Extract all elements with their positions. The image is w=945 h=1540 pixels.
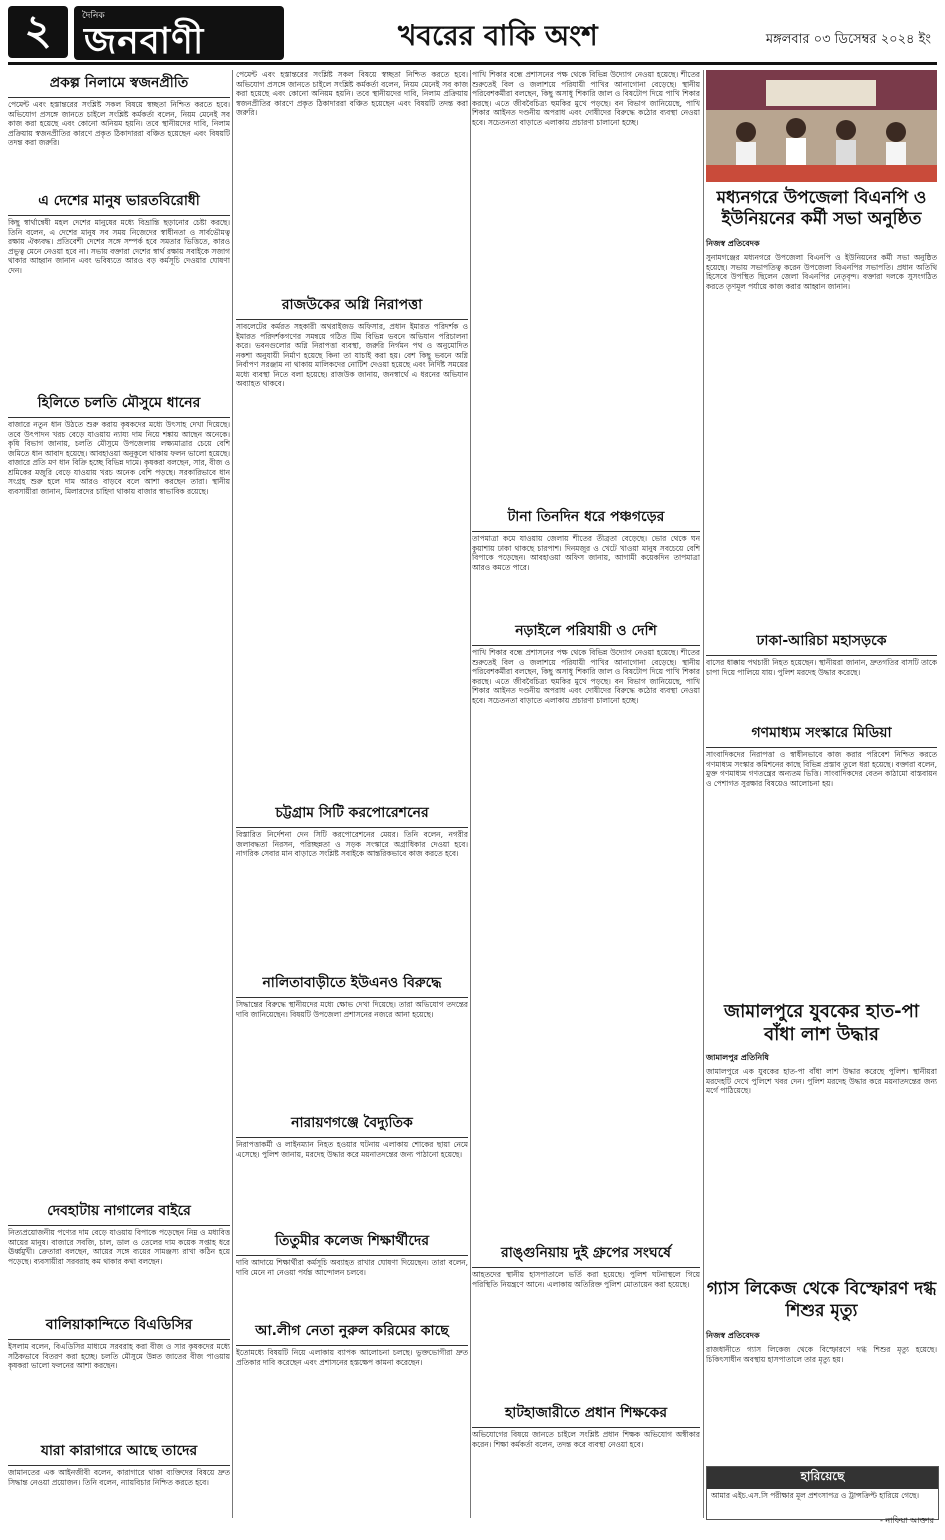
story-body: সাবলেটের কর্মরত সহকারী অথরাইজড অফিসার, প্রধান ইমারত পরিদর্শক ও ইমারত পরিদর্শকগণের সমন্বয়ে গঠিত টিম বিভিন্ন ভবনে অভিযান পরিচালনা করে। ভবনগুলোর অগ্নি নিরাপত্তা ব্যবস্থা, জরুরি নির্গমন পথ ও অনুমোদিত নকশা অনুযায়ী নির্মাণ হয়েছে কিনা তা যাচাই করা হয়। বেশ কিছু ভবনে অগ্নি নির্বাপণ সরঞ্জাম না থাকায় মালিকদের নোটিশ দেওয়া হয়েছে এবং নির্দিষ্ট সময়ের মধ্যে ব্যবস্থা নিতে বলা হয়েছে। রাজউক জানায়, জনস্বার্থে এ ধরনের অভিযান অব্যাহত থাকবে।	[236, 322, 468, 388]
feature-body: সুনামগঞ্জের মধ্যনগরে উপজেলা বিএনপি ও ইউনিয়নের কর্মী সভা অনুষ্ঠিত হয়েছে। সভায় সভাপতিত্ব করেন উপজেলা বিএনপির সভাপতি। প্রধান অতিথি হিসেবে উপস্থিত ছিলেন জেলা বিএনপির নেতৃবৃন্দ। বক্তারা দলকে সুসংগঠিত করতে তৃণমূল পর্যায়ে কাজ করার আহ্বান জানান।	[706, 253, 937, 291]
page-number: ২	[8, 6, 68, 58]
story	[236, 70, 468, 285]
section-title: খবরের বাকি অংশ	[398, 19, 598, 52]
story-headline: হাটহাজারীতে প্রধান শিক্ষকের	[472, 1400, 700, 1428]
story	[8, 1198, 230, 1318]
story-headline: নালিতাবাড়ীতে ইউএনও বিরুদ্ধে	[236, 970, 468, 998]
story-headline: হিলিতে চলতি মৌসুমে ধানের	[8, 390, 230, 418]
lost-notice	[706, 1466, 939, 1525]
story-headline: তিতুমীর কলেজ শিক্ষার্থীদের	[236, 1228, 468, 1256]
notice-title: হারিয়েছে	[707, 1467, 938, 1489]
story	[706, 720, 937, 1020]
feature-byline: নিজস্ব প্রতিবেদক	[706, 239, 760, 248]
story	[472, 618, 700, 1260]
story-body: দাবি আদায়ে শিক্ষার্থীরা কর্মসূচি অব্যাহত রাখার ঘোষণা দিয়েছেন। তারা বলেন, দাবি মেনে না নেওয়া পর্যন্ত আন্দোলন চলবে।	[236, 1258, 468, 1277]
news-photo	[706, 70, 937, 182]
story	[236, 292, 468, 802]
story-headline: এ দেশের মানুষ ভারতবিরোধী	[8, 188, 230, 216]
story-headline: ঢাকা-আরিচা মহাসড়কে	[706, 628, 937, 656]
gas-headline: গ্যাস লিকেজ থেকে বিস্ফোরণ দগ্ধ শিশুর মৃত্যু	[706, 1279, 937, 1321]
story	[8, 390, 230, 1270]
notice-signature: - নাফিয়া আক্তার	[879, 1516, 934, 1525]
story	[472, 70, 700, 495]
story	[236, 1318, 468, 1528]
story-body: সিদ্ধান্তের বিরুদ্ধে স্থানীয়দের মধ্যে ক্ষোভ দেখা দিয়েছে। তারা অভিযোগ তদন্তের দাবি জানিয়েছেন। বিষয়টি উপজেলা প্রশাসনের নজরে আনা হয়েছে।	[236, 1000, 468, 1019]
gas-body: রাজধানীতে গ্যাস লিকেজ থেকে বিস্ফোরণে দগ্ধ শিশুর মৃত্যু হয়েছে। চিকিৎসাধীন অবস্থায় হাসপাতালে তার মৃত্যু হয়।	[706, 1345, 937, 1364]
story	[8, 1438, 230, 1538]
story-headline: নড়াইলে পরিযায়ী ও দেশি	[472, 618, 700, 646]
story-body: ইসলাম বলেন, বিএডিসির মাধ্যমে সরবরাহ করা বীজ ও সার কৃষকদের মধ্যে সঠিকভাবে বিতরণ করা হচ্ছে। চলতি মৌসুমে উন্নত জাতের বীজ পাওয়ায় কৃষকরা ভালো ফলনের আশা করছেন।	[8, 1342, 230, 1370]
logo-name: জনবাণী	[84, 21, 205, 62]
issue-date: মঙ্গলবার ০৩ ডিসেম্বর ২০২৪ ইং	[765, 32, 931, 47]
jamalpur-body: জামালপুরে এক যুবকের হাত-পা বাঁধা লাশ উদ্ধার করেছে পুলিশ। স্থানীয়রা মরদেহটি দেখে পুলিশে খবর দেন। পুলিশ মরদেহ উদ্ধার করে ময়নাতদন্তের জন্য মর্গে পাঠিয়েছে।	[706, 1067, 937, 1095]
story-body: নিত্যপ্রয়োজনীয় পণ্যের দাম বেড়ে যাওয়ায় বিপাকে পড়েছেন নিম্ন ও মধ্যবিত্ত আয়ের মানুষ। বাজারে সবজি, চাল, ডাল ও তেলের দাম কয়েক সপ্তাহ ধরে ঊর্ধ্বমুখী। ক্রেতারা বলছেন, আয়ের সঙ্গে ব্যয়ের সামঞ্জস্য রাখা কঠিন হয়ে পড়েছে। ব্যবসায়ীরা সরবরাহ কম থাকার কথা বলছেন।	[8, 1228, 230, 1266]
story	[8, 70, 230, 195]
story-body: বাজারে নতুন ধান উঠতে শুরু করায় কৃষকদের মধ্যে উৎসাহ দেখা দিয়েছে। তবে উৎপাদন খরচ বেড়ে যাওয়ায় ন্যায্য দাম নিয়ে শঙ্কায় আছেন অনেকে। কৃষি বিভাগ জানায়, চলতি মৌসুমে উপজেলায় লক্ষ্যমাত্রার চেয়ে বেশি জমিতে ধান আবাদ হয়েছে। আবহাওয়া অনুকূলে থাকায় ফলন ভালো হয়েছে। বাজারে প্রতি মণ ধান বিক্রি হচ্ছে বিভিন্ন দামে। কৃষকরা বলছেন, সার, বীজ ও শ্রমিকের মজুরি বেড়ে যাওয়ায় খরচ অনেক বেশি পড়ছে। সরকারিভাবে ধান সংগ্রহ শুরু হলে দাম আরও বাড়বে বলে আশা করছেন তারা। স্থানীয় ব্যবসায়ীরা জানান, মিলারদের চাহিদা থাকায় বাজার স্বাভাবিক রয়েছে।	[8, 420, 230, 496]
story-headline: রাঙ্গুনিয়ায় দুই গ্রুপের সংঘর্ষে	[472, 1240, 700, 1268]
story	[472, 1400, 700, 1540]
notice-body: আমার এইচ.এস.সি পরীক্ষার মূল প্রশংসাপত্র ও ট্রান্সক্রিপ্ট হারিয়ে গেছে।	[711, 1491, 920, 1500]
column-4	[706, 236, 937, 643]
story	[706, 628, 937, 733]
column-divider	[470, 70, 471, 1518]
story-headline: রাজউকের অগ্নি নিরাপত্তা	[236, 292, 468, 320]
story	[8, 188, 230, 398]
story	[472, 504, 700, 614]
masthead	[8, 4, 937, 65]
story-body: তাপমাত্রা কমে যাওয়ায় জেলায় শীতের তীব্রতা বেড়েছে। ভোর থেকে ঘন কুয়াশায় ঢাকা থাকছে চারপাশ। দিনমজুর ও খেটে খাওয়া মানুষ সবচেয়ে বেশি বিপাকে পড়েছেন। আবহাওয়া অফিস জানায়, আগামী কয়েকদিন তাপমাত্রা আরও কমতে পারে।	[472, 534, 700, 572]
story-body: সাংবাদিকদের নিরাপত্তা ও স্বাধীনভাবে কাজ করার পরিবেশ নিশ্চিত করতে গণমাধ্যম সংস্কার কমিশনের কাছে বিভিন্ন প্রস্তাব তুলে ধরা হয়েছে। বক্তারা বলেন, মুক্ত গণমাধ্যম গণতন্ত্রের অন্যতম ভিত্তি। সাংবাদিকদের বেতন কাঠামো বাস্তবায়ন ও পেশাগত সুরক্ষার বিষয়েও আলোচনা হয়।	[706, 750, 937, 788]
column-divider	[703, 70, 704, 1518]
story-headline: আ.লীগ নেতা নুরুল করিমের কাছে	[236, 1318, 468, 1346]
gas-byline: নিজস্ব প্রতিবেদক	[706, 1331, 760, 1340]
story-body: ইতোমধ্যে বিষয়টি নিয়ে এলাকায় ব্যাপক আলোচনা চলছে। ভুক্তভোগীরা দ্রুত প্রতিকার দাবি করেছেন এবং প্রশাসনের হস্তক্ষেপ কামনা করেছেন।	[236, 1348, 468, 1367]
story	[236, 800, 468, 990]
logo-daily-label: দৈনিক	[82, 11, 105, 21]
story-body: নিরাপত্তাকর্মী ও লাইনম্যান নিহত হওয়ার ঘটনায় এলাকায় শোকের ছায়া নেমে এসেছে। পুলিশ জানায়, মরদেহ উদ্ধার করে ময়নাতদন্তের জন্য পাঠানো হয়েছে।	[236, 1140, 468, 1159]
story-body: কিছু স্বার্থান্বেষী মহল দেশের মানুষের মধ্যে বিভ্রান্তি ছড়ানোর চেষ্টা করছে। তিনি বলেন, এ দেশের মানুষ সব সময় নিজেদের স্বাধীনতা ও সার্বভৌমত্ব রক্ষায় ঐক্যবদ্ধ। প্রতিবেশী দেশের সঙ্গে সম্পর্ক হবে সমতার ভিত্তিতে, কারও প্রভুত্ব মেনে নেওয়া হবে না। সভায় বক্তারা দেশের স্বার্থ রক্ষায় সবাইকে সজাগ থাকার আহ্বান জানান এবং ভবিষ্যতে আরও বড় কর্মসূচি দেওয়ার ঘোষণা দেন।	[8, 218, 230, 275]
jamalpur-story	[706, 1050, 937, 1282]
story-body: পেমেন্ট এবং হস্তান্তরের সংশ্লিষ্ট সকল বিষয়ে স্বচ্ছতা নিশ্চিত করতে হবে। অভিযোগ প্রসঙ্গে জানতে চাইলে সংশ্লিষ্ট কর্মকর্তা বলেন, নিয়ম মেনেই সব কাজ করা হয়েছে এবং কোনো অনিয়ম হয়নি। তবে স্থানীয়দের দাবি, নিলাম প্রক্রিয়ায় স্বজনপ্রীতির কারণে প্রকৃত ঠিকাদাররা বঞ্চিত হয়েছেন এবং বিষয়টি তদন্ত করা জরুরি।	[8, 100, 230, 147]
story-body: আহতদের স্থানীয় হাসপাতালে ভর্তি করা হয়েছে। পুলিশ ঘটনাস্থলে গিয়ে পরিস্থিতি নিয়ন্ত্রণে আনে। এলাকায় অতিরিক্ত পুলিশ মোতায়েন করা হয়েছে।	[472, 1270, 700, 1289]
column-divider	[232, 70, 233, 1518]
story-headline: নারায়ণগঞ্জে বৈদ্যুতিক	[236, 1110, 468, 1138]
story-body: জামানতের এক আইনজীবী বলেন, কারাগারে থাকা ব্যক্তিদের বিষয়ে দ্রুত সিদ্ধান্ত নেওয়া প্রয়োজন। তিনি বলেন, ন্যায়বিচার নিশ্চিত করতে হবে।	[8, 1468, 230, 1487]
event-photo-illustration	[706, 70, 937, 182]
story-headline: টানা তিনদিন ধরে পঞ্চগড়ের	[472, 504, 700, 532]
story-headline: চট্টগ্রাম সিটি করপোরেশনের	[236, 800, 468, 828]
story-body: বিস্তারিত নির্দেশনা দেন সিটি করপোরেশনের মেয়র। তিনি বলেন, নগরীর জলাবদ্ধতা নিরসন, পরিচ্ছন্নতা ও সড়ক সংস্কারে অগ্রাধিকার দেওয়া হবে। নাগরিক সেবার মান বাড়াতে সংশ্লিষ্ট সবাইকে আন্তরিকভাবে কাজ করতে হবে।	[236, 830, 468, 858]
gas-story	[706, 1328, 937, 1463]
story-headline: দেবহাটায় নাগালের বাইরে	[8, 1198, 230, 1226]
story	[472, 1240, 700, 1420]
story	[236, 1110, 468, 1240]
story-headline: বালিয়াকান্দিতে বিএডিসির	[8, 1312, 230, 1340]
jamalpur-byline: জামালপুর প্রতিনিধি	[706, 1053, 769, 1062]
story-body: পাখি শিকার বন্ধে প্রশাসনের পক্ষ থেকে বিভিন্ন উদ্যোগ নেওয়া হয়েছে। শীতের শুরুতেই বিল ও জলাশয়ে পরিযায়ী পাখির আনাগোনা বেড়েছে। স্থানীয় পরিবেশকর্মীরা বলছেন, কিছু অসাধু শিকারি জাল ও বিষটোপ দিয়ে পাখি শিকার করছে। এতে জীববৈচিত্র্য হুমকির মুখে পড়ছে। বন বিভাগ জানিয়েছে, পাখি শিকার আইনত দণ্ডনীয় অপরাধ এবং দোষীদের বিরুদ্ধে কঠোর ব্যবস্থা নেওয়া হবে। সচেতনতা বাড়াতে এলাকায় প্রচারণা চালানো হচ্ছে।	[472, 648, 700, 705]
story-body: পেমেন্ট এবং হস্তান্তরের সংশ্লিষ্ট সকল বিষয়ে স্বচ্ছতা নিশ্চিত করতে হবে। অভিযোগ প্রসঙ্গে জানতে চাইলে সংশ্লিষ্ট কর্মকর্তা বলেন, নিয়ম মেনেই সব কাজ করা হয়েছে এবং কোনো অনিয়ম হয়নি। তবে স্থানীয়দের দাবি, নিলাম প্রক্রিয়ায় স্বজনপ্রীতির কারণে প্রকৃত ঠিকাদাররা বঞ্চিত হয়েছেন এবং বিষয়টি তদন্ত করা জরুরি।	[236, 70, 468, 117]
newspaper-logo	[74, 6, 284, 60]
story-body: অভিযোগের বিষয়ে জানতে চাইলে সংশ্লিষ্ট প্রধান শিক্ষক অভিযোগ অস্বীকার করেন। শিক্ষা কর্মকর্তা বলেন, তদন্ত করে ব্যবস্থা নেওয়া হবে।	[472, 1430, 700, 1449]
story-body: বাসের ধাক্কায় পথচারী নিহত হয়েছেন। স্থানীয়রা জানান, দ্রুতগতির বাসটি তাকে চাপা দিয়ে পালিয়ে যায়। পুলিশ মরদেহ উদ্ধার করেছে।	[706, 658, 937, 677]
jamalpur-headline: জামালপুরে যুবকের হাত-পা বাঁধা লাশ উদ্ধার	[723, 1001, 920, 1045]
story	[8, 1312, 230, 1437]
story-headline: গণমাধ্যম সংস্কারে মিডিয়া	[706, 720, 937, 748]
story-headline: প্রকল্প নিলামে স্বজনপ্রীতি	[8, 70, 230, 98]
story	[236, 970, 468, 1110]
story-body: পাখি শিকার বন্ধে প্রশাসনের পক্ষ থেকে বিভিন্ন উদ্যোগ নেওয়া হয়েছে। শীতের শুরুতেই বিল ও জলাশয়ে পরিযায়ী পাখির আনাগোনা বেড়েছে। স্থানীয় পরিবেশকর্মীরা বলছেন, কিছু অসাধু শিকারি জাল ও বিষটোপ দিয়ে পাখি শিকার করছে। এতে জীববৈচিত্র্য হুমকির মুখে পড়ছে। বন বিভাগ জানিয়েছে, পাখি শিকার আইনত দণ্ডনীয় অপরাধ এবং দোষীদের বিরুদ্ধে কঠোর ব্যবস্থা নেওয়া হবে। সচেতনতা বাড়াতে এলাকায় প্রচারণা চালানো হচ্ছে।	[472, 70, 700, 127]
feature-headline: মধ্যনগরে উপজেলা বিএনপি ও ইউনিয়নের কর্মী সভা অনুষ্ঠিত	[716, 188, 927, 229]
story	[236, 1228, 468, 1328]
story-headline: যারা কারাগারে আছে তাদের	[8, 1438, 230, 1466]
